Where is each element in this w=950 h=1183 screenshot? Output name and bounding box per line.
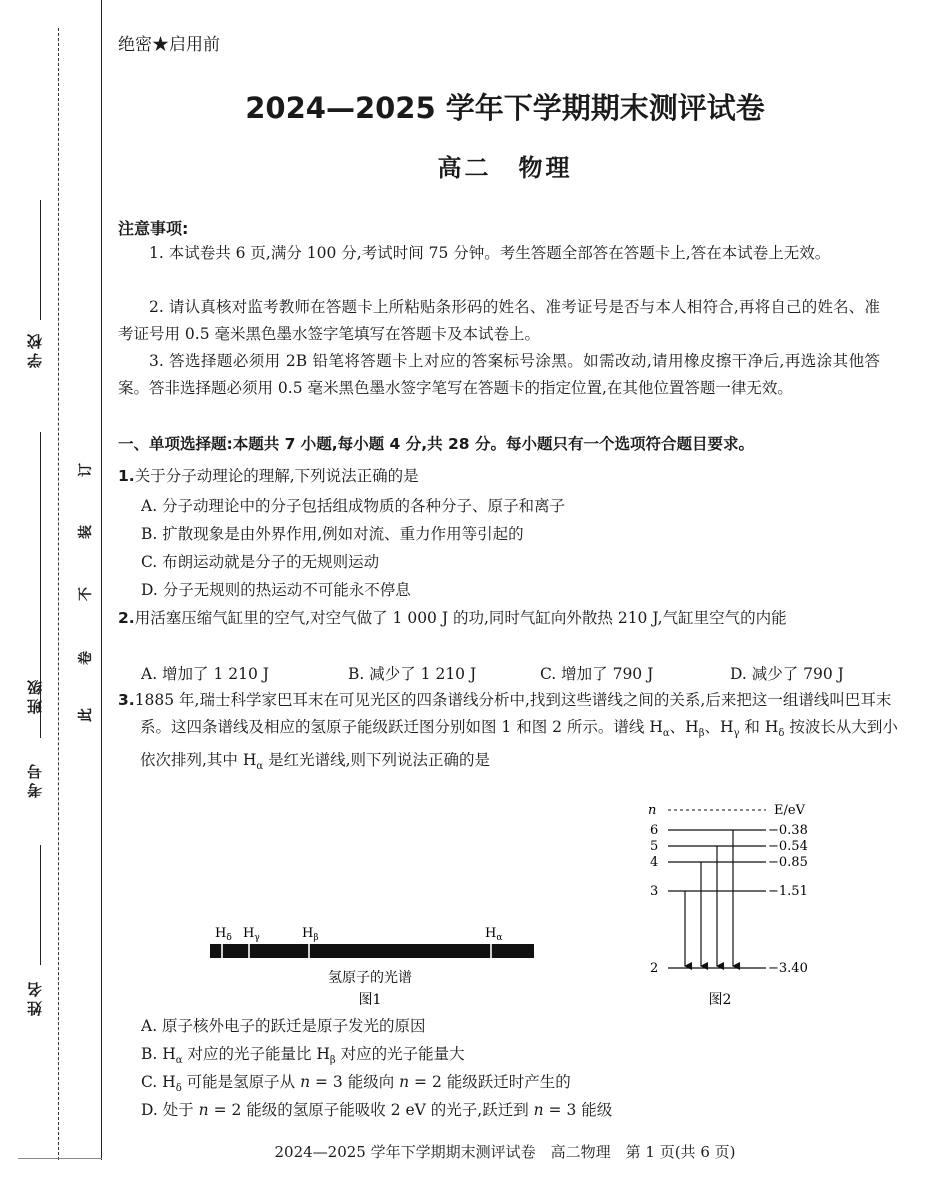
q3-option-a: A. 原子核外电子的跃迁是原子发光的原因	[141, 1017, 426, 1035]
q2-option-c: C. 增加了 790 J	[540, 665, 654, 683]
subscript: α	[662, 728, 670, 740]
seal-char-1: 此	[78, 708, 94, 722]
figure-1-caption: 氢原子的光谱	[328, 970, 412, 986]
seal-char-3: 不	[78, 587, 94, 601]
page-footer: 2024—2025 学年下学期期末测评试卷 高二物理 第 1 页(共 6 页)	[274, 1143, 736, 1161]
question-text-3: 是红光谱线,则下列说法正确的是	[263, 751, 490, 770]
question-number: 1.	[118, 467, 135, 485]
question-2-stem	[118, 605, 902, 632]
figure-2-energy-levels	[640, 798, 840, 1013]
subscript: δ	[778, 728, 785, 740]
seal-char-4: 装	[78, 525, 94, 539]
level-4-energy: −0.85	[768, 855, 808, 870]
question-text-2: 按波长从大到小依次排列,其中 H	[140, 718, 898, 770]
text-sep: 、H	[669, 718, 699, 736]
class-label: 班级	[26, 676, 44, 714]
notice-item-1: 1. 本试卷共 6 页,满分 100 分,考试时间 75 分钟。考生答题全部答在答题卡上,答在本试卷上无效。	[149, 244, 831, 262]
exam-no-field-line[interactable]	[40, 628, 41, 738]
level-2-n: 2	[650, 961, 659, 976]
binding-line	[101, 0, 102, 1160]
seal-char-2: 卷	[78, 651, 94, 665]
name-label: 姓名	[26, 978, 44, 1016]
q2-option-b: B. 减少了 1 210 J	[348, 665, 477, 683]
figure-2-label: 图2	[708, 992, 732, 1008]
q2-option-d: D. 减少了 790 J	[730, 665, 844, 683]
level-6-n: 6	[650, 823, 659, 838]
secret-mark: 绝密★启用前	[118, 35, 220, 55]
subscript: β	[698, 728, 705, 740]
level-3-n: 3	[650, 884, 659, 899]
level-6-energy: −0.38	[768, 823, 808, 838]
school-field-line[interactable]	[40, 200, 41, 320]
question-text: 用活塞压缩气缸里的空气,对空气做了 1 000 J 的功,同时气缸向外散热 210 J,气缸里空气的内能	[134, 609, 787, 627]
notice-item-2: 2. 请认真核对监考教师在答题卡上所粘贴条形码的姓名、准考证号是否与本人相符合,再将自己的姓名、准考证号用 0.5 毫米黑色墨水签字笔填写在答题卡及本试卷上。	[118, 298, 880, 343]
energy-axis-label: E/eV	[774, 803, 805, 818]
q3-option-b: B. $H_\alpha$ 对应的光子能量比 $H_\beta$ 对应的光子能量大	[141, 1045, 465, 1067]
notice-item-3: 3. 答选择题必须用 2B 铅笔将答题卡上对应的答案标号涂黑。如需改动,请用橡皮擦干净后,再选涂其他答案。答非选择题必须用 0.5 毫米黑色墨水签字笔写在答题卡的指定位置,在其他位置答题一律无效。	[118, 352, 880, 397]
margin-bottom-rule	[18, 1158, 102, 1159]
q1-option-a: A. 分子动理论中的分子包括组成物质的各种分子、原子和离子	[141, 497, 566, 515]
label-h-gamma: $H_\gamma$	[243, 926, 260, 943]
question-1-stem	[118, 463, 902, 490]
spectrum-bar	[210, 944, 534, 958]
subject-title: 高二 物理	[437, 154, 573, 182]
q1-option-b: B. 扩散现象是由外界作用,例如对流、重力作用等引起的	[141, 525, 524, 543]
figure-1-spectrum	[200, 915, 545, 1015]
page-title: 2024—2025 学年下学期期末测评试卷	[245, 91, 765, 125]
q1-option-c: C. 布朗运动就是分子的无规则运动	[141, 553, 380, 571]
level-2-energy: −3.40	[768, 961, 808, 976]
question-3-stem	[118, 687, 902, 780]
level-5-n: 5	[650, 839, 659, 854]
q1-option-d: D. 分子无规则的热运动不可能永不停息	[141, 581, 411, 599]
section-heading: 一、单项选择题:本题共 7 小题,每小题 4 分,共 28 分。每小题只有一个选项符合题目要求。	[118, 435, 754, 453]
level-3-energy: −1.51	[768, 884, 808, 899]
label-h-beta: $H_\beta$	[302, 926, 319, 943]
subscript: γ	[733, 728, 740, 740]
q3-option-c: C. $H_\delta$ 可能是氢原子从 n = 3 能级向 n = 2 能级跃迁时产生的	[141, 1073, 571, 1095]
n-axis-label: n	[648, 803, 657, 818]
text-sep: 、H	[704, 718, 734, 736]
label-h-alpha: $H_\alpha$	[485, 926, 503, 943]
subscript: α	[256, 761, 264, 773]
q3-option-d: D. 处于 n = 2 能级的氢原子能吸收 2 eV 的光子,跃迁到 n = 3 能级	[141, 1101, 613, 1119]
exam-no-label: 考号	[26, 760, 44, 798]
level-4-n: 4	[650, 855, 659, 870]
question-text: 关于分子动理论的理解,下列说法正确的是	[134, 467, 419, 485]
dashed-cut-line	[58, 28, 59, 1160]
text-sep: 和 H	[739, 718, 779, 736]
q2-option-a: A. 增加了 1 210 J	[141, 665, 269, 683]
seal-char-5: 订	[78, 463, 94, 477]
notice-heading: 注意事项:	[118, 219, 189, 238]
level-5-energy: −0.54	[768, 839, 808, 854]
figure-1-label: 图1	[358, 992, 382, 1008]
question-number: 2.	[118, 609, 135, 627]
school-label: 学校	[26, 330, 44, 368]
label-h-delta: $H_\delta$	[215, 926, 232, 943]
question-number: 3.	[118, 691, 135, 709]
name-field-line[interactable]	[40, 845, 41, 965]
question-text-1: 1885 年,瑞士科学家巴耳末在可见光区的四条谱线分析中,找到这些谱线之间的关系,后来把这一组谱线叫巴耳末系。这四条谱线及相应的氢原子能级跃迁图分别如图 1 和图 2 所示。谱线 H	[134, 691, 892, 736]
